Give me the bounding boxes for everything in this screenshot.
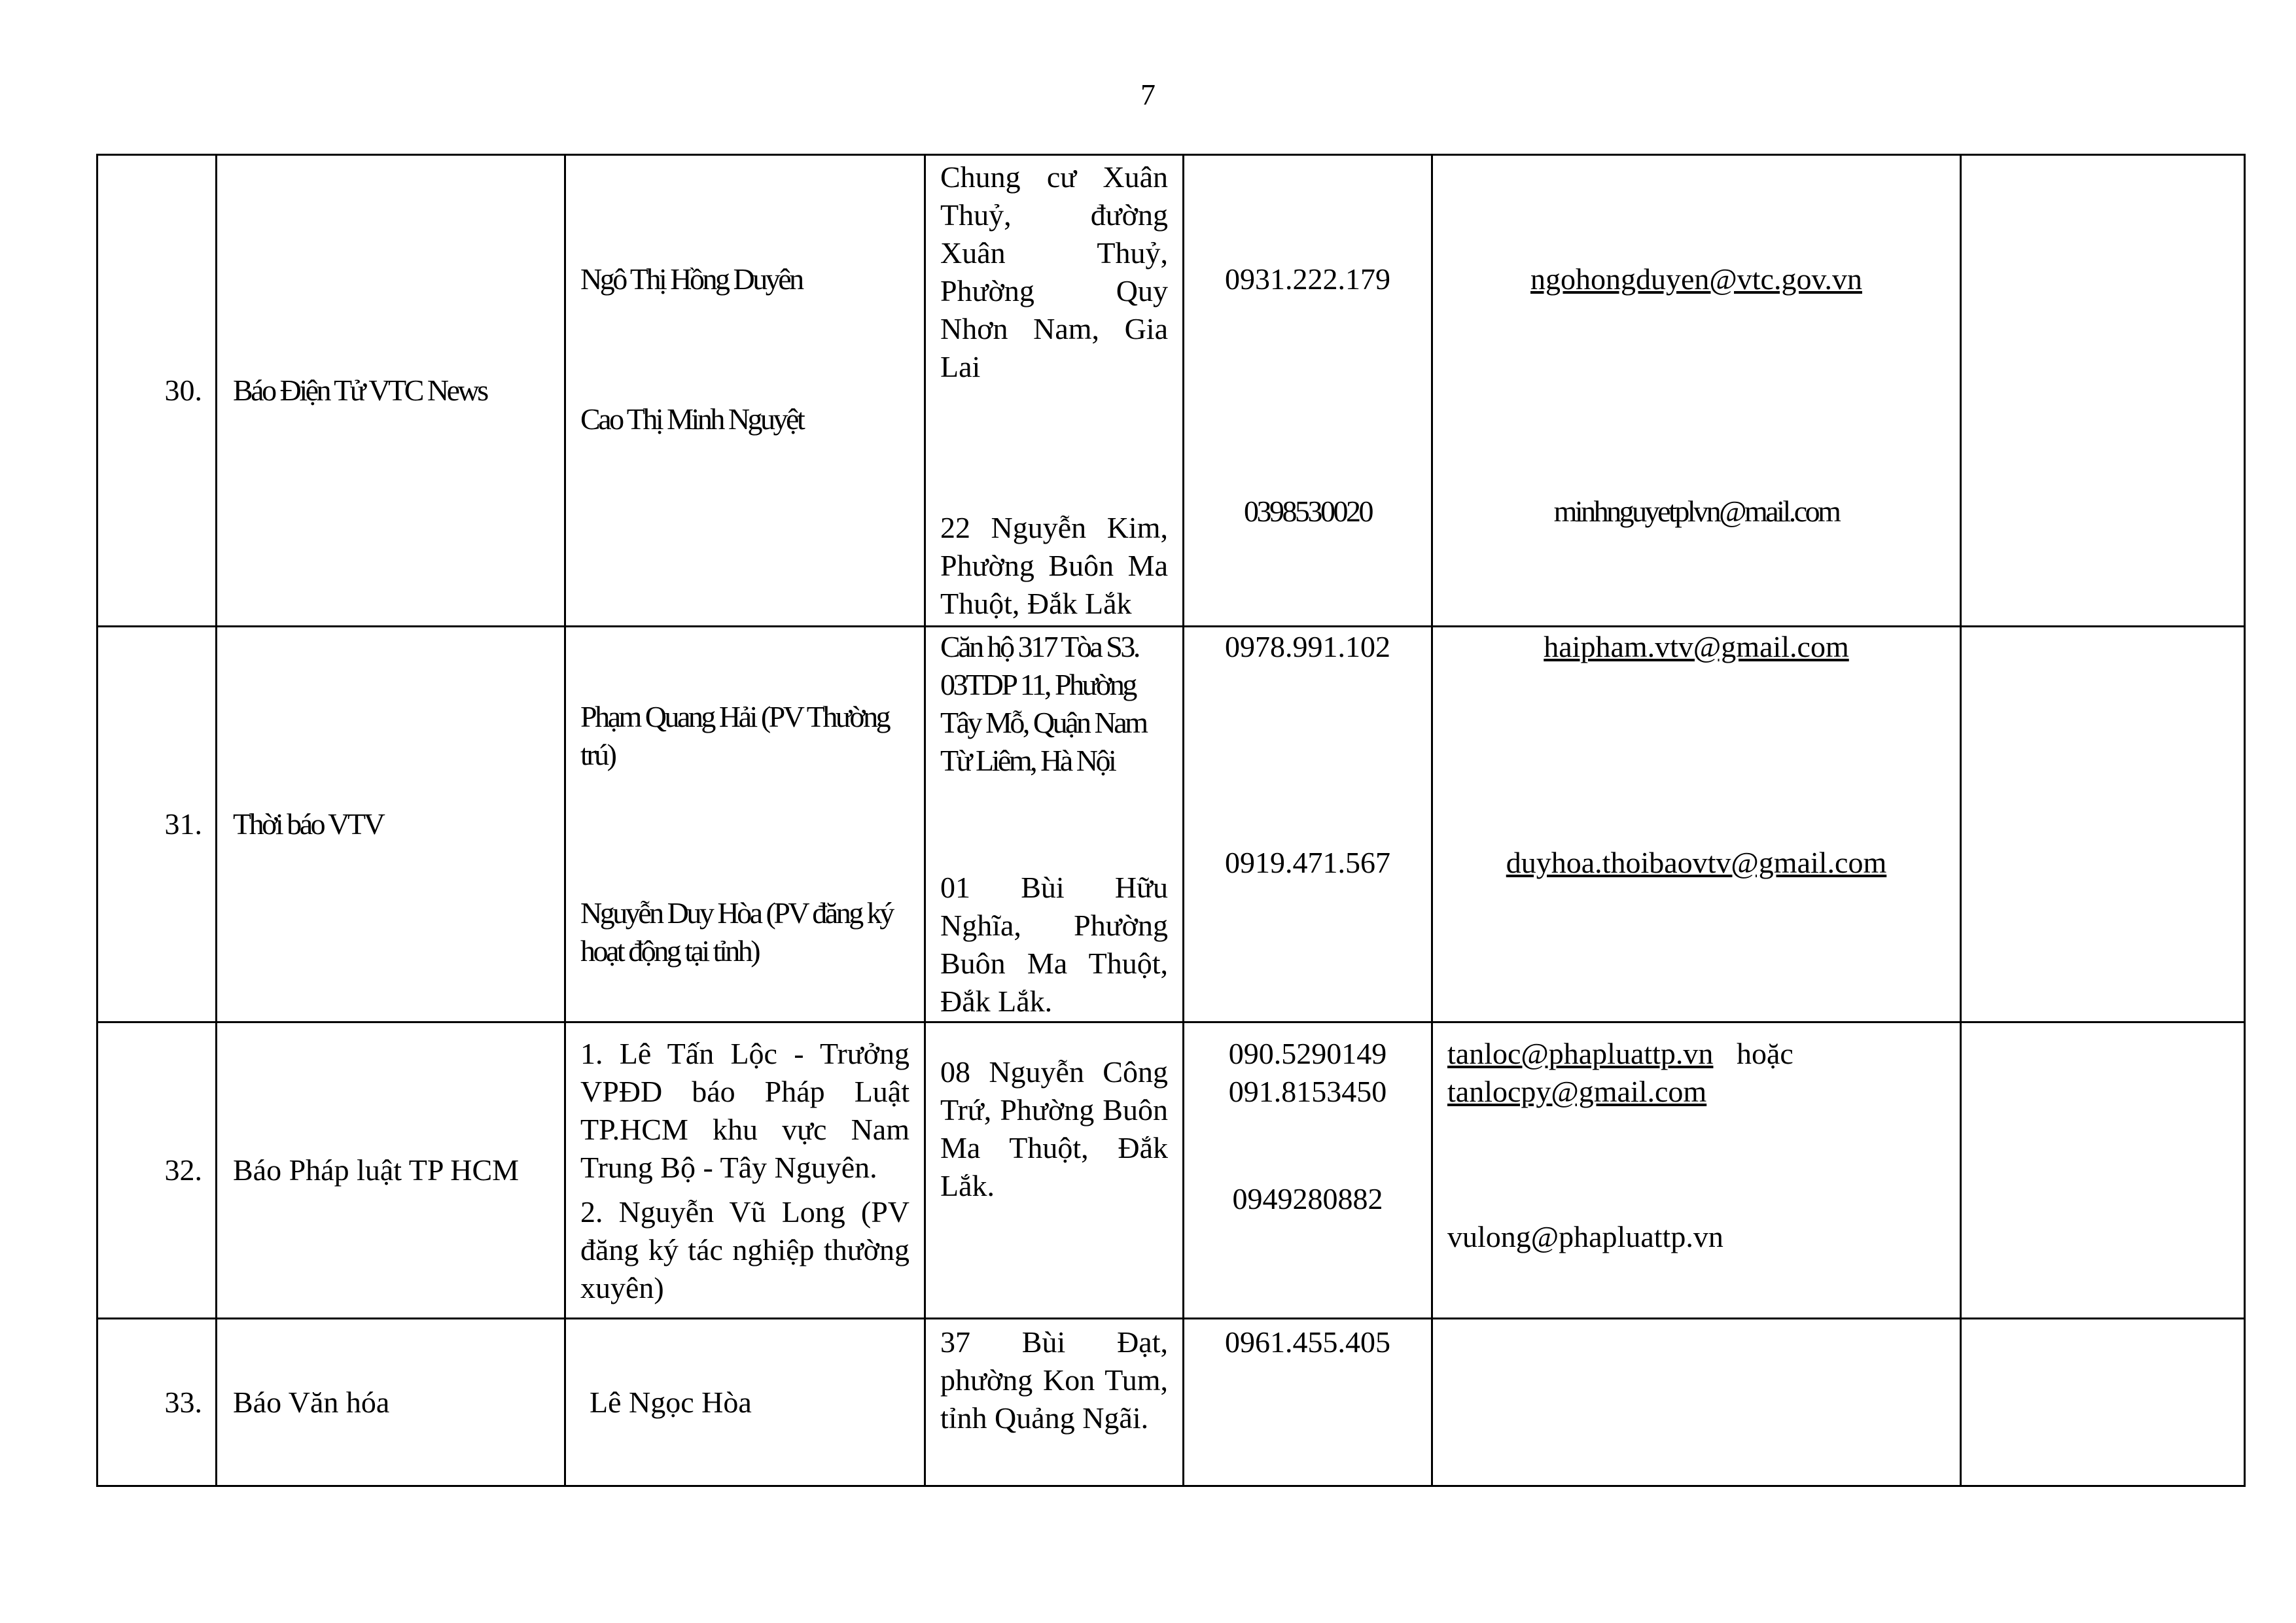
- table-row: [97, 1319, 2245, 1486]
- contact-name: Nguyễn Duy Hòa (PV đăng ký hoạt động tại tỉnh): [580, 896, 892, 968]
- notes-cell: [1961, 1022, 2245, 1319]
- outlet-name: Báo Văn hóa: [217, 1319, 565, 1486]
- contact-address: 22 Nguyễn Kim, Phường Buôn Ma Thuột, Đắk Lắk: [940, 511, 1168, 620]
- phone-cell: [1184, 155, 1432, 627]
- table-row: [97, 155, 2245, 627]
- press-contact-table: [96, 154, 2246, 1487]
- contact-address: 08 Nguyễn Công Trứ, Phường Buôn Ma Thuột, Đắk Lắk.: [940, 1055, 1168, 1202]
- contact-email-link[interactable]: ngohongduyen@vtc.gov.vn: [1530, 262, 1862, 296]
- contact-email: [1432, 1319, 1961, 1486]
- page-number: 7: [1140, 78, 1156, 111]
- contact-phone: 0978.991.102: [1225, 630, 1390, 663]
- contact-name: 1. Lê Tấn Lộc - Trưởng VPĐD báo Pháp Luật TP.HCM khu vực Nam Trung Bộ - Tây Nguyên.: [580, 1037, 910, 1184]
- notes-cell: [1961, 627, 2245, 1022]
- contact-phone: 0919.471.567: [1225, 846, 1390, 879]
- outlet-name: Thời báo VTV: [217, 627, 565, 1022]
- outlet-name: Báo Pháp luật TP HCM: [217, 1022, 565, 1319]
- contact-name-cell: [565, 155, 925, 627]
- contact-address: 01 Bùi Hữu Nghĩa, Phường Buôn Ma Thuột, Đắk Lắk.: [940, 871, 1168, 1018]
- phone-cell: [1184, 627, 1432, 1022]
- contact-email: minhnguyetplvn@mail.com: [1553, 495, 1839, 528]
- contact-name: Ngô Thị Hồng Duyên: [580, 262, 802, 296]
- email-cell: [1432, 1022, 1961, 1319]
- contact-email-link[interactable]: haipham.vtv@gmail.com: [1544, 630, 1849, 663]
- table-row: [97, 1022, 2245, 1319]
- contact-email-link[interactable]: tanlocpy@gmail.com: [1447, 1075, 1707, 1108]
- address-cell: [925, 155, 1184, 627]
- contact-name: Cao Thị Minh Nguyệt: [580, 402, 804, 436]
- contact-phone: 090.5290149: [1228, 1037, 1387, 1070]
- phone-cell: [1184, 1022, 1432, 1319]
- contact-name: Phạm Quang Hải (PV Thường trú): [580, 700, 889, 771]
- email-cell: [1432, 627, 1961, 1022]
- contact-name-text: 2. Nguyễn Vũ Long (PV đăng ký tác nghiệp thường xuyên): [580, 1195, 910, 1304]
- contact-address: Căn hộ 317 Tòa S3. 03TDP 11, Phường Tây Mỗ, Quận Nam Từ Liêm, Hà Nội: [940, 630, 1146, 777]
- row-number: 32.: [97, 1022, 217, 1319]
- contact-phone: 0398530020: [1244, 495, 1371, 528]
- contact-email: vulong@phapluattp.vn: [1447, 1220, 1723, 1253]
- row-number: 31.: [97, 627, 217, 1022]
- contact-name-cell: [565, 627, 925, 1022]
- contact-phone: 0961.455.405: [1184, 1319, 1432, 1486]
- contact-name: Lê Ngọc Hòa: [565, 1319, 925, 1486]
- contact-name-cell: [565, 1022, 925, 1319]
- row-number: 30.: [97, 155, 217, 627]
- address-cell: [925, 1022, 1184, 1319]
- outlet-name: Báo Điện Tử VTC News: [217, 155, 565, 627]
- contact-address: 37 Bùi Đạt, phường Kon Tum, tỉnh Quảng Ngãi.: [925, 1319, 1184, 1486]
- contact-email-link[interactable]: duyhoa.thoibaovtv@gmail.com: [1506, 846, 1887, 879]
- contact-email-link[interactable]: tanloc@phapluattp.vn: [1447, 1037, 1714, 1070]
- contact-address: Chung cư Xuân Thuỷ, đường Xuân Thuỷ, Phường Quy Nhơn Nam, Gia Lai: [940, 160, 1168, 383]
- contact-phone: 0949280882: [1232, 1182, 1383, 1215]
- email-cell: [1432, 155, 1961, 627]
- contact-name: [580, 1193, 910, 1307]
- table-row: [97, 627, 2245, 1022]
- contact-phone: 0931.222.179: [1225, 262, 1390, 296]
- notes-cell: [1961, 1319, 2245, 1486]
- contact-phone: 091.8153450: [1228, 1075, 1387, 1108]
- row-number: 33.: [97, 1319, 217, 1486]
- notes-cell: [1961, 155, 2245, 627]
- email-or-label: hoặc: [1736, 1037, 1793, 1070]
- address-cell: [925, 627, 1184, 1022]
